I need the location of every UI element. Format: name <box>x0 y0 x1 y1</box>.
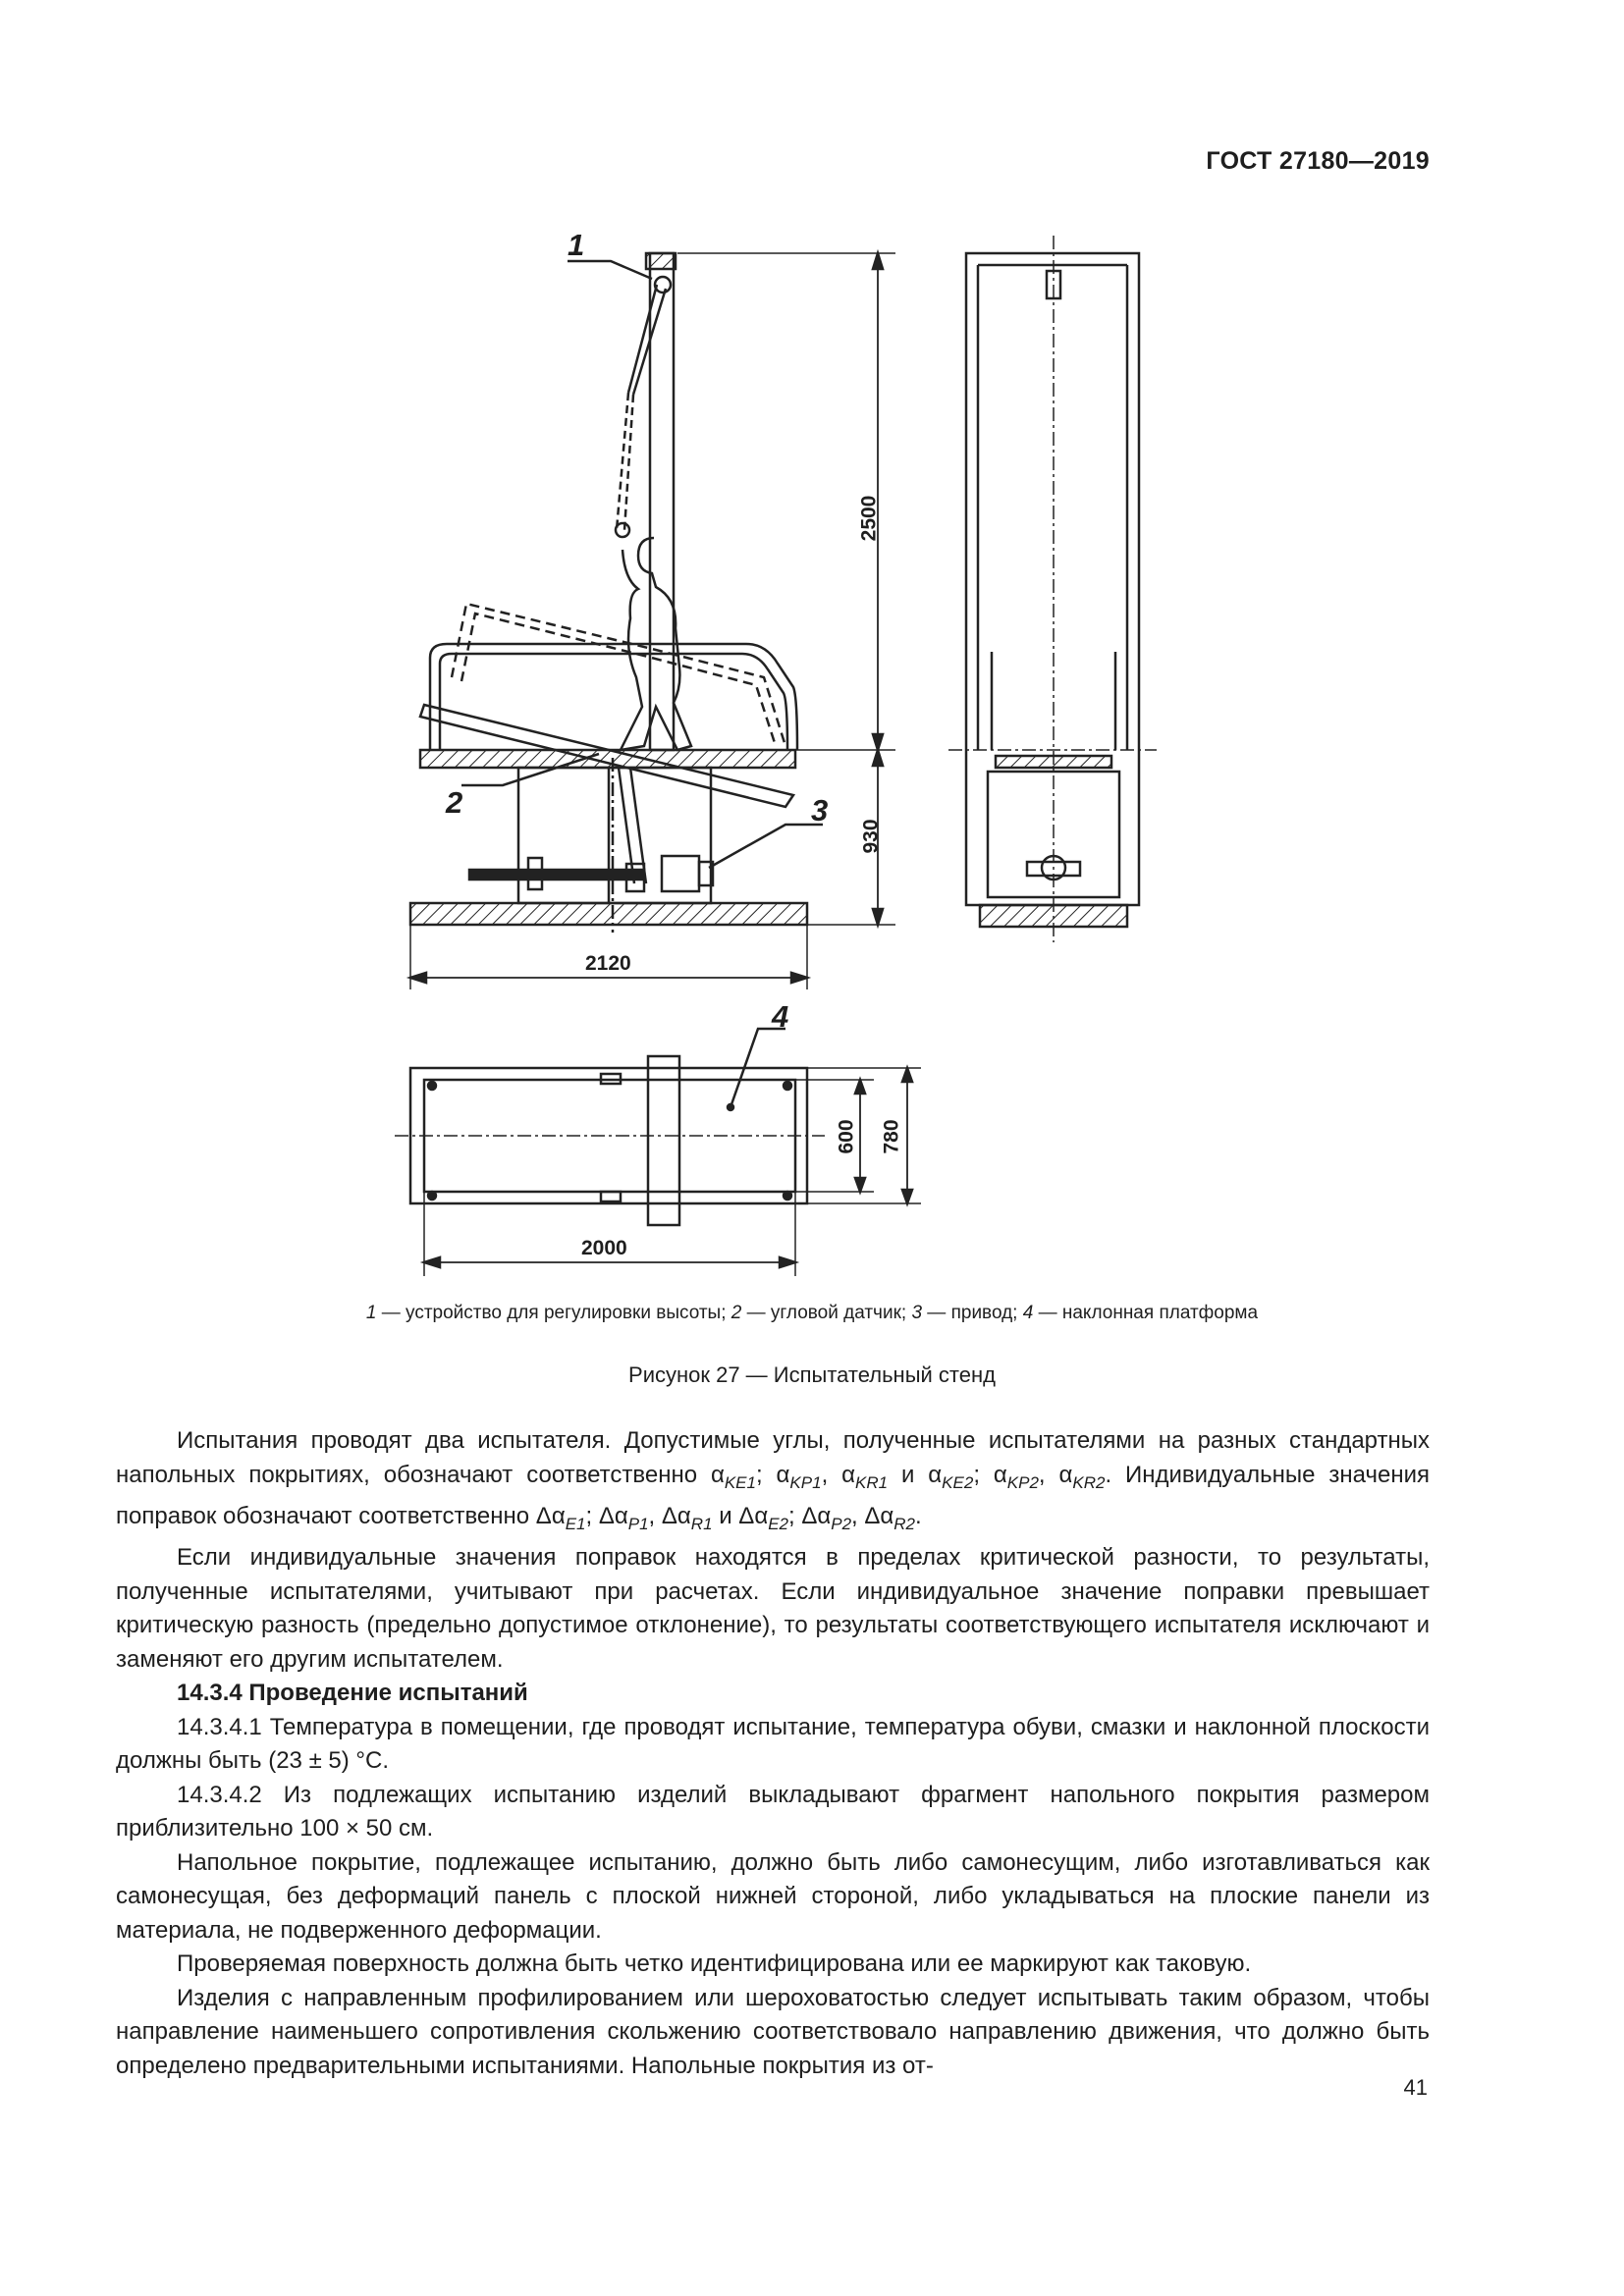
dim-780: 780 <box>880 1119 903 1154</box>
symbol: $\alpha_{KP1}$ <box>776 1461 822 1492</box>
dim-2500: 2500 <box>857 495 881 542</box>
dim-930: 930 <box>859 819 883 854</box>
paragraph-3: 14.3.4.1 Температура в помещении, где проводят испытание, температура обуви, смазки и наклонной плоскости должны быть (23 ± 5) °С. <box>116 1713 1430 1775</box>
symbol-subscript: KP1 <box>789 1472 822 1492</box>
symbol: $\Delta\alpha_{P1}$ <box>598 1502 649 1533</box>
callout-1: 1 <box>568 228 585 262</box>
dim-600: 600 <box>835 1119 858 1154</box>
symbol-subscript: E2 <box>768 1514 788 1533</box>
symbol: $\alpha_{KR1}$ <box>841 1461 889 1492</box>
legend-text-1: — устройство для регулировки высоты; <box>376 1303 731 1323</box>
symbol-subscript: R1 <box>690 1514 713 1533</box>
symbol-subscript: KR2 <box>1072 1472 1106 1492</box>
symbol-subscript: KE2 <box>942 1472 974 1492</box>
paragraph-1 <box>116 1424 1430 1541</box>
symbol-subscript: KR1 <box>855 1472 889 1492</box>
base-plate-front <box>980 905 1127 927</box>
figure-caption: Рисунок 27 — Испытательный стенд <box>628 1362 996 1387</box>
symbol: $\alpha_{KR2}$ <box>1058 1461 1106 1492</box>
callout-2: 2 <box>446 785 463 820</box>
paragraph-5: Напольное покрытие, подлежащее испытанию, должно быть либо самонесущим, либо изготавливаться как самонесущая, без деформаций панель с плоской нижней стороной, либо укладываться на плоские панели из материала, не подверженного деформации. <box>116 1848 1430 1944</box>
symbol: $\Delta\alpha_{E1}$ <box>535 1502 586 1533</box>
delta-alpha-list: $\Delta\alpha_{E1}$; $\Delta\alpha_{P1}$, $\Delta\alpha_{R1}$ и $\Delta\alpha_{E2}$; $\Delta\alpha_{P2}$, $\Delta\alpha_{R2}$. <box>535 1502 922 1533</box>
p1-text-a: Испытания проводят два испытателя. Допустимые углы, полученные испытателями на разных стандартных напольных покрытиях, обозначают соответственно <box>116 1427 1430 1488</box>
symbol-subscript: P1 <box>627 1514 649 1533</box>
front-frame <box>966 253 1139 905</box>
symbol: $\alpha_{KE1}$ <box>710 1461 756 1492</box>
page-number: 41 <box>1403 2075 1428 2100</box>
p1-text-b: Индивидуальные значения поправок обозначают соответственно <box>116 1461 1431 1529</box>
symbol: $\alpha_{KE2}$ <box>928 1461 974 1492</box>
legend-num-4: 4 <box>1022 1303 1034 1323</box>
symbol-subscript: KE1 <box>724 1472 756 1492</box>
document-header: ГОСТ 27180—2019 <box>1206 147 1430 175</box>
symbol-subscript: E1 <box>565 1514 586 1533</box>
legend-text-2: — угловой датчик; <box>741 1303 912 1323</box>
dim-2000: 2000 <box>581 1237 627 1259</box>
symbol: $\Delta\alpha_{E2}$ <box>738 1502 788 1533</box>
dim-2120: 2120 <box>585 952 631 975</box>
top-mast <box>648 1056 679 1225</box>
figure-legend <box>0 1303 1624 1324</box>
legend-text-3: — привод; <box>922 1303 1023 1323</box>
symbol: $\Delta\alpha_{R2}$ <box>864 1502 916 1533</box>
symbol: $\Delta\alpha_{P2}$ <box>801 1502 852 1533</box>
callout-4: 4 <box>772 999 789 1034</box>
body-text <box>116 1424 1430 2083</box>
symbol-subscript: KP2 <box>1006 1472 1039 1492</box>
lower-stand <box>518 768 711 903</box>
base-plate-side <box>410 903 807 925</box>
alpha-list: $\alpha_{KE1}$; $\alpha_{KP1}$, $\alpha_{KR1}$ и $\alpha_{KE2}$; $\alpha_{KP2}$, $\alpha_{KR2}$. <box>710 1461 1112 1492</box>
symbol: $\Delta\alpha_{R1}$ <box>661 1502 713 1533</box>
paragraph-6: Проверяемая поверхность должна быть четко идентифицирована или ее маркируют как таковую. <box>177 1950 1252 1978</box>
legend-num-3: 3 <box>911 1303 923 1323</box>
paragraph-4: 14.3.4.2 Из подлежащих испытанию изделий выкладывают фрагмент напольного покрытия размером приблизительно 100 × 50 см. <box>116 1781 1430 1842</box>
legend-text-4: — наклонная платформа <box>1033 1303 1259 1323</box>
platform-side <box>420 750 795 768</box>
legend-num-1: 1 <box>365 1303 377 1323</box>
symbol-subscript: R2 <box>893 1514 916 1533</box>
section-heading: 14.3.4 Проведение испытаний <box>177 1680 528 1707</box>
symbol-subscript: P2 <box>831 1514 852 1533</box>
paragraph-2: Если индивидуальные значения поправок находятся в пределах критической разности, то результаты, полученные испытателями, учитывают при расчетах. Если индивидуальное значение поправки превышает критическую разность (предельно допустимое отклонение), то результаты соответствующего испытателя исключают и заменяют его другим испытателем. <box>116 1544 1430 1673</box>
paragraph-7: Изделия с направленным профилированием или шероховатостью следует испытывать таким образом, чтобы направление наименьшего сопротивления скольжению соответствовало направлению движения, что должно быть определено предварительными испытаниями. Напольные покрытия из от- <box>116 1984 1430 2079</box>
symbol: $\alpha_{KP2}$ <box>993 1461 1039 1492</box>
callout-3: 3 <box>811 793 829 828</box>
legend-num-2: 2 <box>731 1303 742 1323</box>
